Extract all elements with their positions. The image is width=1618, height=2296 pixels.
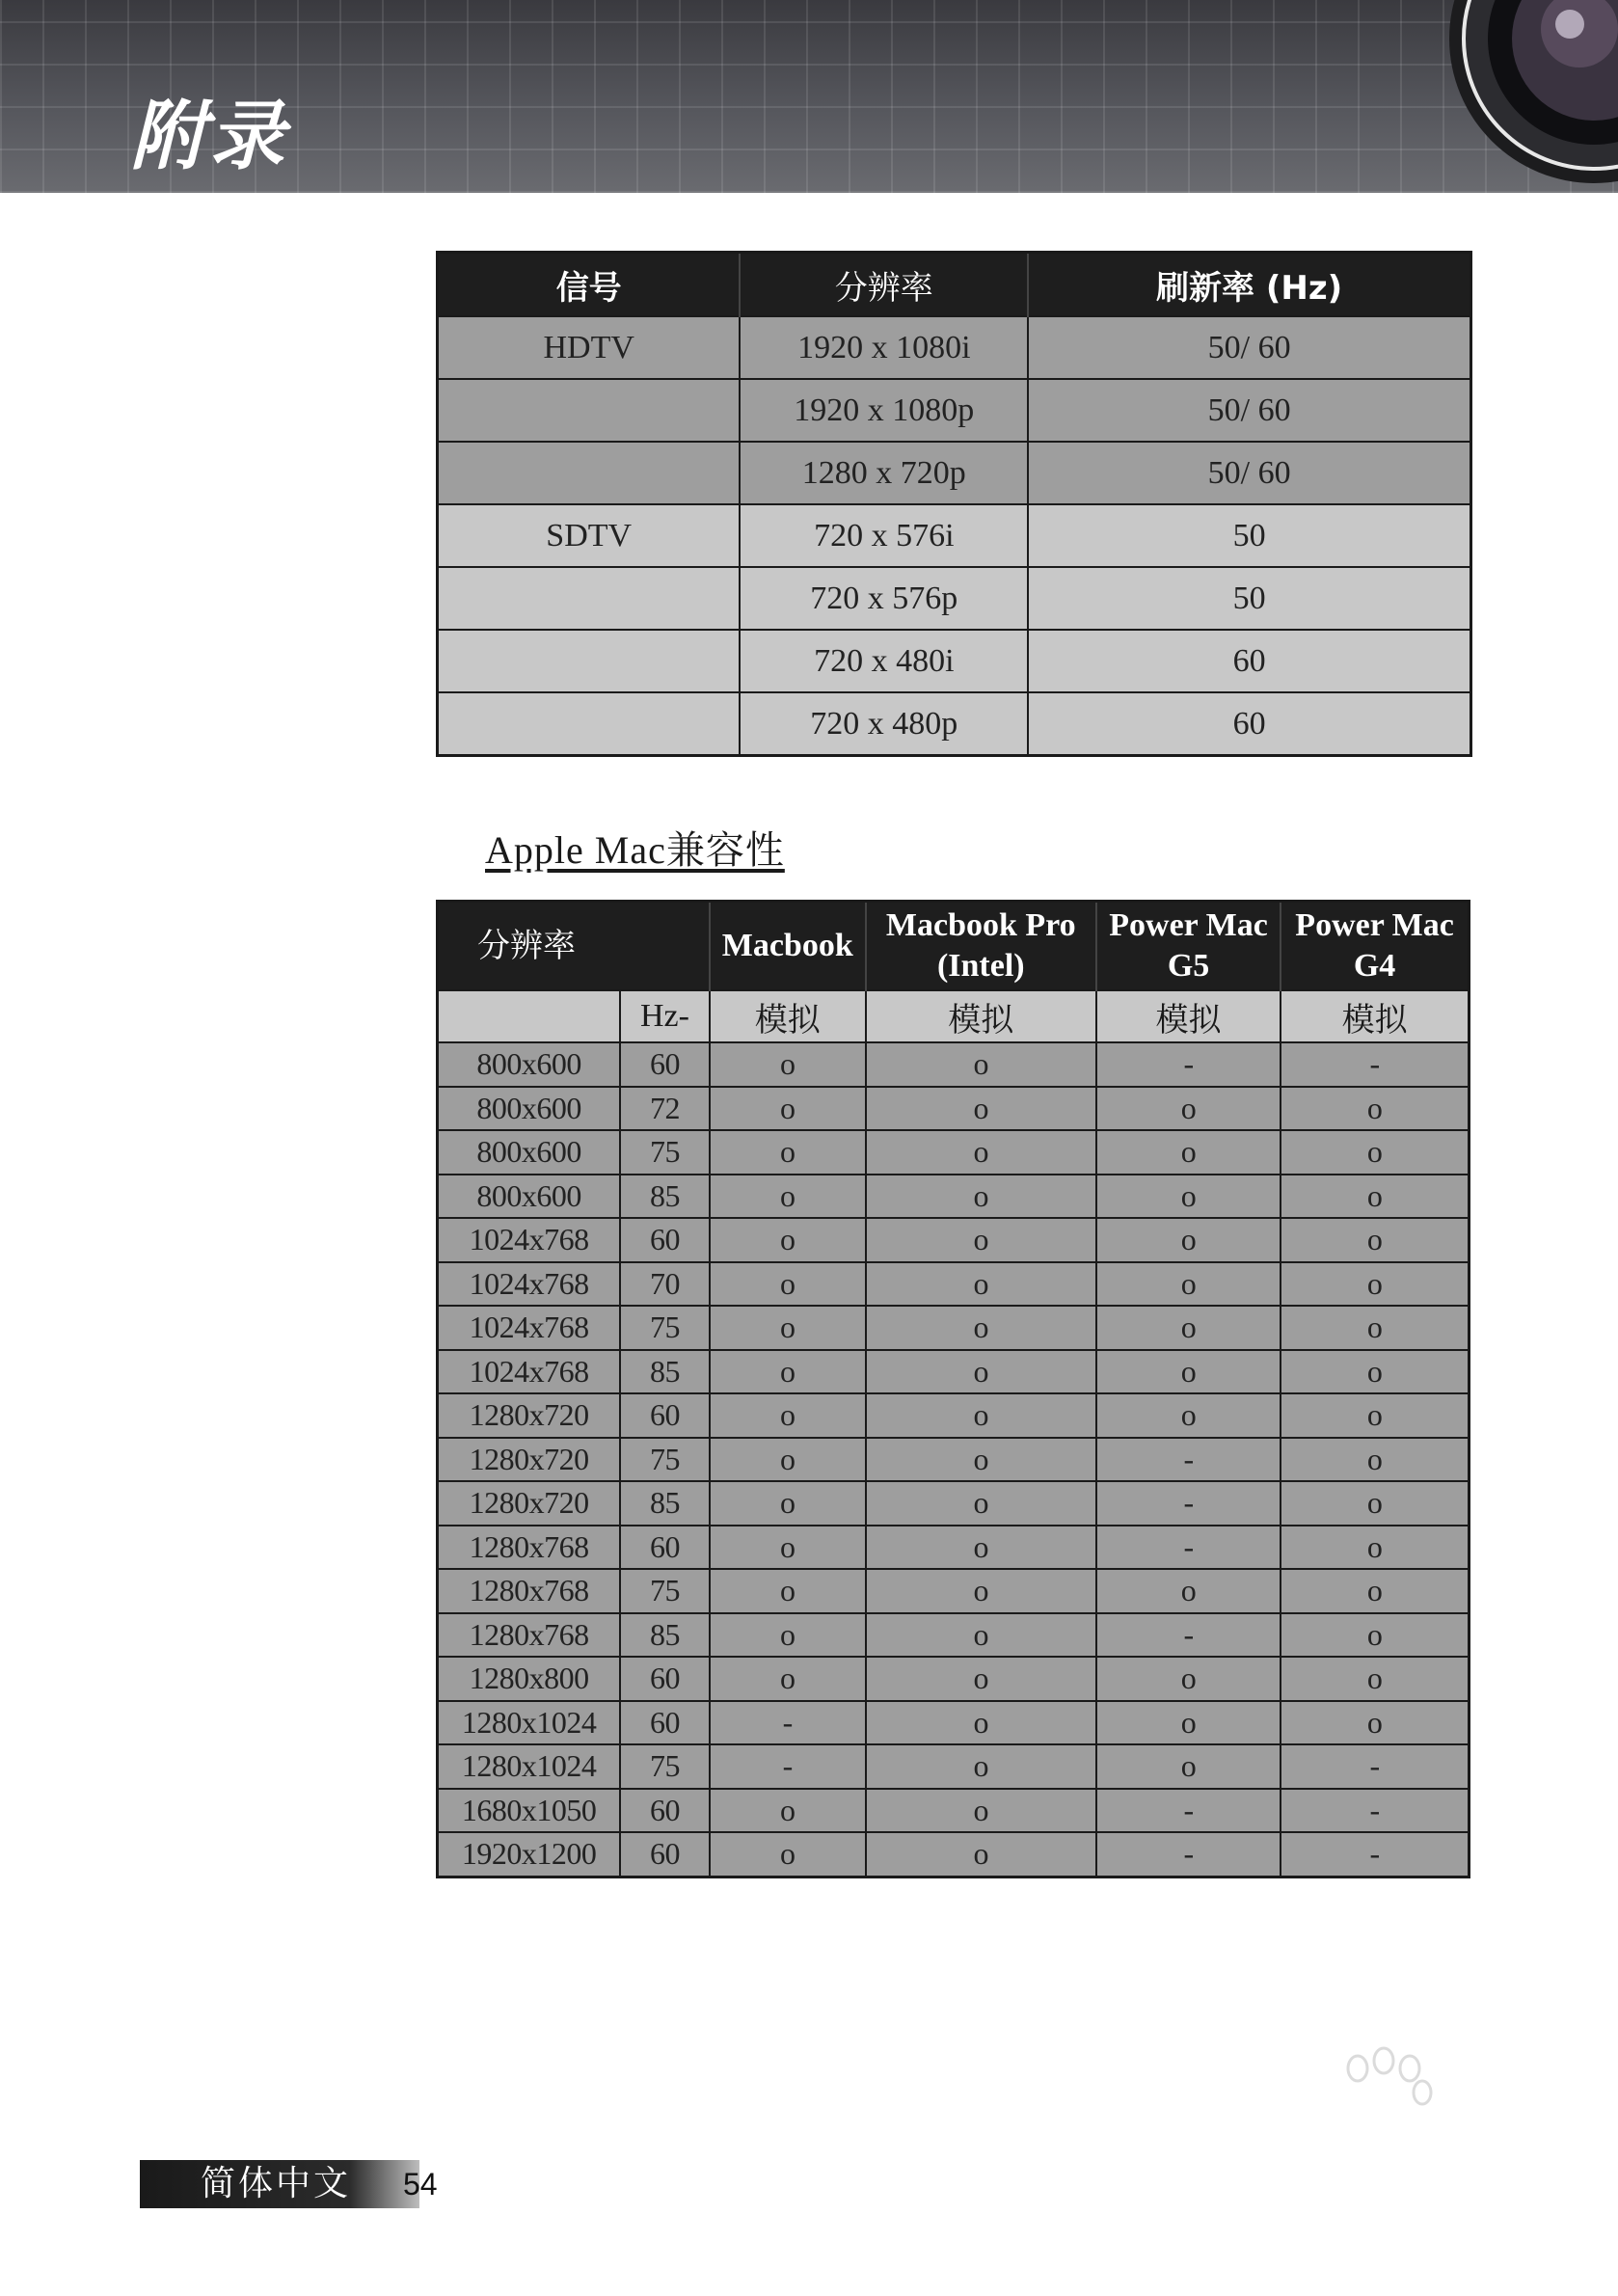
cell-resolution: 1024x768 xyxy=(438,1218,621,1262)
cell-power-mac-g5: - xyxy=(1096,1438,1281,1482)
cell-power-mac-g4: o xyxy=(1281,1701,1469,1745)
cell-power-mac-g4: - xyxy=(1281,1042,1469,1087)
cell-refresh: 60 xyxy=(1028,692,1470,756)
table-row xyxy=(438,1218,1470,1262)
table-row xyxy=(438,1393,1470,1438)
header-macbook-pro-line2: (Intel) xyxy=(936,948,1025,984)
cell-hz: 60 xyxy=(620,1832,710,1877)
cell-resolution: 800x600 xyxy=(438,1130,621,1175)
cell-power-mac-g5: o xyxy=(1096,1393,1281,1438)
cell-macbook-pro: o xyxy=(866,1481,1096,1526)
cell-resolution: 1280x720 xyxy=(438,1481,621,1526)
cell-macbook-pro: o xyxy=(866,1701,1096,1745)
cell-power-mac-g5: - xyxy=(1096,1789,1281,1833)
cell-hz: 75 xyxy=(620,1306,710,1350)
cell-signal xyxy=(438,630,741,692)
header-banner xyxy=(0,0,1618,193)
cell-macbook-pro: o xyxy=(866,1613,1096,1658)
table-row xyxy=(438,1350,1470,1394)
cell-resolution: 1920x1200 xyxy=(438,1832,621,1877)
cell-power-mac-g4: o xyxy=(1281,1569,1469,1613)
cell-resolution: 720 x 480p xyxy=(740,692,1028,756)
cell-power-mac-g5: - xyxy=(1096,1526,1281,1570)
table-row xyxy=(438,1613,1470,1658)
header-refresh: 刷新率 (Hz) xyxy=(1028,253,1470,317)
cell-macbook: o xyxy=(710,1657,866,1701)
cell-power-mac-g4: o xyxy=(1281,1130,1469,1175)
table-row xyxy=(438,1042,1470,1087)
table-row xyxy=(438,1130,1470,1175)
page-title: 附录 xyxy=(130,94,289,180)
cell-macbook-pro: o xyxy=(866,1789,1096,1833)
header-power-mac-g5 xyxy=(1096,902,1281,991)
cell-macbook-pro: o xyxy=(866,1393,1096,1438)
header-macbook: Macbook xyxy=(710,902,866,991)
cell-hz: 60 xyxy=(620,1042,710,1087)
cell-power-mac-g5: o xyxy=(1096,1130,1281,1175)
cell-resolution: 800x600 xyxy=(438,1087,621,1131)
subheader-analog: 模拟 xyxy=(1096,990,1281,1042)
cell-power-mac-g5: - xyxy=(1096,1832,1281,1877)
signal-table xyxy=(436,251,1472,757)
cell-macbook-pro: o xyxy=(866,1130,1096,1175)
cell-hz: 85 xyxy=(620,1613,710,1658)
cell-hz: 85 xyxy=(620,1481,710,1526)
table-row xyxy=(438,630,1471,692)
cell-power-mac-g4: o xyxy=(1281,1393,1469,1438)
cell-macbook-pro: o xyxy=(866,1175,1096,1219)
cell-macbook: o xyxy=(710,1306,866,1350)
cell-resolution: 1024x768 xyxy=(438,1306,621,1350)
cell-resolution: 1280x768 xyxy=(438,1613,621,1658)
cell-resolution: 1024x768 xyxy=(438,1350,621,1394)
cell-power-mac-g5: - xyxy=(1096,1481,1281,1526)
cell-hz: 75 xyxy=(620,1130,710,1175)
cell-macbook: o xyxy=(710,1526,866,1570)
header-power-mac-g5-line2: G5 xyxy=(1167,948,1210,984)
camera-lens-icon xyxy=(1387,0,1618,193)
table-row xyxy=(438,504,1471,567)
subheader-cell xyxy=(438,990,621,1042)
cell-power-mac-g5: - xyxy=(1096,1042,1281,1087)
cell-power-mac-g4: o xyxy=(1281,1438,1469,1482)
table-row xyxy=(438,1262,1470,1307)
cell-resolution: 800x600 xyxy=(438,1175,621,1219)
cell-macbook-pro: o xyxy=(866,1526,1096,1570)
table-row xyxy=(438,379,1471,442)
cell-macbook: o xyxy=(710,1130,866,1175)
cell-resolution: 1280 x 720p xyxy=(740,442,1028,504)
cell-hz: 72 xyxy=(620,1087,710,1131)
cell-macbook-pro: o xyxy=(866,1438,1096,1482)
cell-hz: 85 xyxy=(620,1175,710,1219)
cell-refresh: 50/ 60 xyxy=(1028,316,1470,379)
cell-signal xyxy=(438,442,741,504)
cell-power-mac-g5: - xyxy=(1096,1613,1281,1658)
cell-macbook-pro: o xyxy=(866,1569,1096,1613)
cell-power-mac-g5: o xyxy=(1096,1569,1281,1613)
header-macbook-pro-line1: Macbook Pro xyxy=(885,907,1076,943)
cell-hz: 60 xyxy=(620,1218,710,1262)
table-row xyxy=(438,442,1471,504)
table-row xyxy=(438,1744,1470,1789)
cell-hz: 75 xyxy=(620,1744,710,1789)
header-signal: 信号 xyxy=(438,253,741,317)
mac-compat-table xyxy=(436,900,1470,1878)
cell-power-mac-g4: o xyxy=(1281,1526,1469,1570)
cell-power-mac-g5: o xyxy=(1096,1744,1281,1789)
cell-macbook: - xyxy=(710,1701,866,1745)
header-power-mac-g4-line2: G4 xyxy=(1353,948,1396,984)
table-row xyxy=(438,1438,1470,1482)
cell-hz: 60 xyxy=(620,1657,710,1701)
cell-resolution: 800x600 xyxy=(438,1042,621,1087)
cell-power-mac-g4: o xyxy=(1281,1175,1469,1219)
cell-macbook: o xyxy=(710,1087,866,1131)
cell-hz: 60 xyxy=(620,1701,710,1745)
header-power-mac-g4-line1: Power Mac xyxy=(1295,907,1454,943)
cell-power-mac-g4: o xyxy=(1281,1350,1469,1394)
cell-resolution: 1280x768 xyxy=(438,1526,621,1570)
cell-macbook-pro: o xyxy=(866,1042,1096,1087)
cell-macbook: o xyxy=(710,1569,866,1613)
cell-macbook: o xyxy=(710,1393,866,1438)
header-resolution: 分辨率 xyxy=(740,253,1028,317)
cell-resolution: 1280x720 xyxy=(438,1393,621,1438)
cell-power-mac-g5: o xyxy=(1096,1701,1281,1745)
table-header-row xyxy=(438,902,1470,991)
cell-power-mac-g4: o xyxy=(1281,1087,1469,1131)
cell-resolution: 1920 x 1080p xyxy=(740,379,1028,442)
table-row xyxy=(438,1832,1470,1877)
cell-hz: 60 xyxy=(620,1393,710,1438)
cell-power-mac-g5: o xyxy=(1096,1262,1281,1307)
cell-macbook-pro: o xyxy=(866,1218,1096,1262)
header-power-mac-g4 xyxy=(1281,902,1469,991)
table-row xyxy=(438,1087,1470,1131)
table-row xyxy=(438,567,1471,630)
section-title: Apple Mac兼容性 xyxy=(485,828,785,872)
cell-signal: HDTV xyxy=(438,316,741,379)
cell-resolution: 1280x800 xyxy=(438,1657,621,1701)
cell-macbook: o xyxy=(710,1832,866,1877)
footer-language: 简体中文 xyxy=(201,2164,352,2203)
cell-refresh: 60 xyxy=(1028,630,1470,692)
cell-macbook: o xyxy=(710,1438,866,1482)
subheader-analog: 模拟 xyxy=(866,990,1096,1042)
table-row xyxy=(438,1657,1470,1701)
cell-macbook: - xyxy=(710,1744,866,1789)
subheader-analog: 模拟 xyxy=(710,990,866,1042)
cell-resolution: 720 x 480i xyxy=(740,630,1028,692)
cell-power-mac-g4: o xyxy=(1281,1218,1469,1262)
cell-macbook: o xyxy=(710,1350,866,1394)
cell-hz: 70 xyxy=(620,1262,710,1307)
cell-refresh: 50 xyxy=(1028,567,1470,630)
cell-macbook-pro: o xyxy=(866,1087,1096,1131)
cell-macbook: o xyxy=(710,1262,866,1307)
cell-macbook-pro: o xyxy=(866,1306,1096,1350)
cell-hz: 60 xyxy=(620,1526,710,1570)
cell-signal xyxy=(438,379,741,442)
table-row xyxy=(438,1701,1470,1745)
cell-macbook: o xyxy=(710,1789,866,1833)
subheader-row xyxy=(438,990,1470,1042)
cell-signal xyxy=(438,567,741,630)
cell-macbook-pro: o xyxy=(866,1744,1096,1789)
cell-power-mac-g4: o xyxy=(1281,1262,1469,1307)
cell-power-mac-g5: o xyxy=(1096,1175,1281,1219)
cell-hz: 75 xyxy=(620,1438,710,1482)
cell-power-mac-g5: o xyxy=(1096,1657,1281,1701)
cell-macbook: o xyxy=(710,1175,866,1219)
cell-power-mac-g4: - xyxy=(1281,1789,1469,1833)
subheader-hz: Hz- xyxy=(620,990,710,1042)
cell-power-mac-g4: o xyxy=(1281,1306,1469,1350)
cell-refresh: 50 xyxy=(1028,504,1470,567)
cell-power-mac-g4: o xyxy=(1281,1481,1469,1526)
header-power-mac-g5-line1: Power Mac xyxy=(1109,907,1268,943)
cell-power-mac-g4: o xyxy=(1281,1613,1469,1658)
cell-macbook: o xyxy=(710,1042,866,1087)
header-resolution: 分辨率 xyxy=(438,902,710,991)
baidu-watermark-logo xyxy=(1138,2039,1524,2232)
cell-resolution: 720 x 576p xyxy=(740,567,1028,630)
subheader-analog: 模拟 xyxy=(1281,990,1469,1042)
cell-resolution: 1280x1024 xyxy=(438,1701,621,1745)
table-row xyxy=(438,1789,1470,1833)
table-row xyxy=(438,1481,1470,1526)
cell-macbook: o xyxy=(710,1613,866,1658)
cell-refresh: 50/ 60 xyxy=(1028,442,1470,504)
table-row xyxy=(438,316,1471,379)
cell-resolution: 720 x 576i xyxy=(740,504,1028,567)
cell-macbook-pro: o xyxy=(866,1657,1096,1701)
cell-power-mac-g5: o xyxy=(1096,1218,1281,1262)
cell-refresh: 50/ 60 xyxy=(1028,379,1470,442)
cell-signal: SDTV xyxy=(438,504,741,567)
page-number: 54 xyxy=(403,2167,438,2201)
table-row xyxy=(438,1526,1470,1570)
cell-power-mac-g4: - xyxy=(1281,1832,1469,1877)
cell-macbook: o xyxy=(710,1218,866,1262)
cell-signal xyxy=(438,692,741,756)
table-row xyxy=(438,1306,1470,1350)
table-row xyxy=(438,1569,1470,1613)
cell-power-mac-g4: - xyxy=(1281,1744,1469,1789)
table-row xyxy=(438,692,1471,756)
table-header-row xyxy=(438,253,1471,317)
cell-resolution: 1280x1024 xyxy=(438,1744,621,1789)
cell-resolution: 1680x1050 xyxy=(438,1789,621,1833)
cell-macbook: o xyxy=(710,1481,866,1526)
cell-resolution: 1920 x 1080i xyxy=(740,316,1028,379)
cell-resolution: 1280x768 xyxy=(438,1569,621,1613)
cell-resolution: 1280x720 xyxy=(438,1438,621,1482)
header-macbook-pro xyxy=(866,902,1096,991)
cell-power-mac-g5: o xyxy=(1096,1306,1281,1350)
cell-power-mac-g4: o xyxy=(1281,1657,1469,1701)
table-row xyxy=(438,1175,1470,1219)
cell-macbook-pro: o xyxy=(866,1262,1096,1307)
cell-hz: 85 xyxy=(620,1350,710,1394)
cell-hz: 60 xyxy=(620,1789,710,1833)
cell-power-mac-g5: o xyxy=(1096,1350,1281,1394)
cell-resolution: 1024x768 xyxy=(438,1262,621,1307)
cell-macbook-pro: o xyxy=(866,1350,1096,1394)
cell-macbook-pro: o xyxy=(866,1832,1096,1877)
cell-hz: 75 xyxy=(620,1569,710,1613)
cell-power-mac-g5: o xyxy=(1096,1087,1281,1131)
